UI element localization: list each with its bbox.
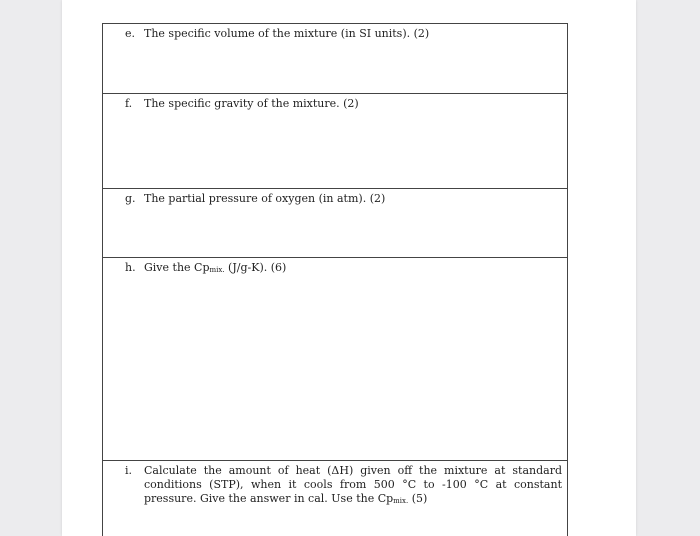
- question-text: The specific gravity of the mixture. (2): [144, 97, 359, 110]
- question-letter: i.: [125, 464, 133, 477]
- question-letter: g.: [125, 192, 136, 205]
- question-letter: e.: [125, 27, 136, 40]
- question-table: [102, 23, 568, 536]
- question-text: The specific volume of the mixture (in SI units). (2): [144, 27, 430, 40]
- question-row-i: [103, 461, 567, 536]
- question-letter: h.: [125, 261, 136, 274]
- question-text: [144, 261, 562, 276]
- question-item-g: [125, 192, 562, 206]
- question-item-f: [125, 97, 562, 111]
- question-text-part: (J/g-K). (6): [224, 261, 287, 274]
- question-row-e: [103, 24, 567, 94]
- cp-subscript: mix.: [209, 266, 225, 274]
- question-text: The partial pressure of oxygen (in atm). (2): [144, 192, 386, 205]
- question-row-f: [103, 94, 567, 189]
- question-row-g: [103, 189, 567, 258]
- question-text-part: (5): [408, 492, 428, 505]
- document-page: [62, 0, 636, 536]
- question-item-h: [125, 261, 562, 276]
- question-text-part: Give the Cp: [144, 261, 210, 274]
- cp-subscript: mix.: [393, 497, 409, 505]
- question-letter: f.: [125, 97, 133, 110]
- question-row-h: [103, 258, 567, 461]
- question-item-i: [125, 464, 562, 507]
- question-text-part: Calculate the amount of heat (ΔH) given off the mixture at standard conditions (STP), when it cools from 500 °C to -100 °C at constant pressure. Give the answer in cal. Use the Cp: [144, 464, 562, 505]
- question-text: [144, 464, 562, 507]
- question-item-e: [125, 27, 562, 41]
